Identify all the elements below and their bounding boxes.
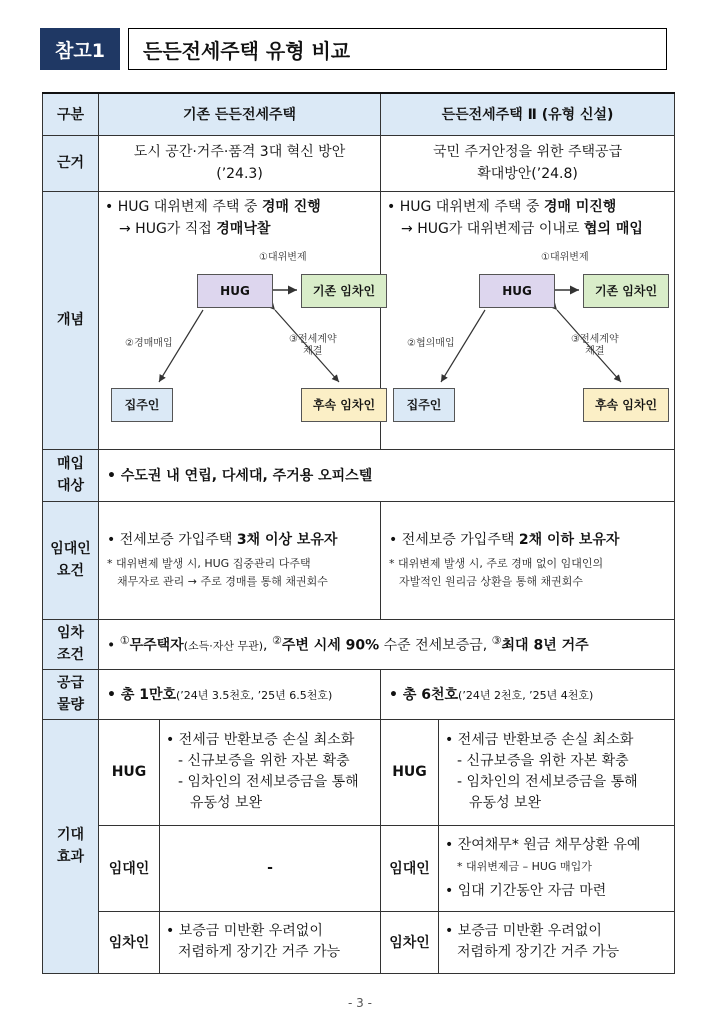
effect-hug-new: • 전세금 반환보증 손실 최소화 - 신규보증을 위한 자본 확충 - 임차인의 전세보증금을 통해 유동성 보완	[439, 719, 675, 825]
page-header	[40, 28, 667, 70]
supply-new: • 총 6천호(’24년 2천호, ’25년 4천호)	[381, 669, 675, 719]
page-number: - 3 -	[348, 996, 372, 1010]
hug-box: HUG	[479, 274, 555, 308]
label-landlord: 임대인 요건	[43, 501, 99, 619]
header-existing: 기존 든든전세주택	[99, 93, 381, 135]
effect-tenant-label-existing: 임차인	[99, 911, 160, 973]
row-concept	[43, 191, 675, 449]
row-effect-tenant	[43, 911, 675, 973]
existing-tenant-box: 기존 임차인	[583, 274, 669, 308]
comparison-table	[42, 92, 675, 974]
row-lease	[43, 619, 675, 669]
row-landlord	[43, 501, 675, 619]
target-text: • 수도권 내 연립, 다세대, 주거용 오피스텔	[99, 449, 675, 501]
next-tenant-box: 후속 임차인	[583, 388, 669, 422]
effect-landlord-existing: -	[160, 825, 381, 911]
lease-text: • ①무주택자(소득·자산 무관), ②주변 시세 90% 수준 전세보증금, ③최대 8년 거주	[99, 619, 675, 669]
effect-tenant-new: • 보증금 미반환 우려없이 저렴하게 장기간 거주 가능	[439, 911, 675, 973]
concept-diagram-new: ①대위변제 HUG 기존 임차인 ②협의매입 ③전세계약 체결 집주인 후속 임차인	[381, 242, 674, 432]
basis-new: 국민 주거안정을 위한 주택공급 확대방안(’24.8)	[381, 135, 675, 191]
concept-existing: • HUG 대위변제 주택 중 경매 진행 → HUG가 직접 경매낙찰 ①대위변제 HUG 기존 임차인 ②경매매입 ③전세계약 체결 집주인 후속 임차인	[99, 191, 381, 449]
owner-box: 집주인	[111, 388, 173, 422]
supply-existing: • 총 1만호(’24년 3.5천호, ’25년 6.5천호)	[99, 669, 381, 719]
row-basis	[43, 135, 675, 191]
effect-hug-existing: • 전세금 반환보증 손실 최소화 - 신규보증을 위한 자본 확충 - 임차인의 전세보증금을 통해 유동성 보완	[160, 719, 381, 825]
existing-tenant-box: 기존 임차인	[301, 274, 387, 308]
effect-hug-label-new: HUG	[381, 719, 439, 825]
label-basis: 근거	[43, 135, 99, 191]
page-title: 든든전세주택 유형 비교	[128, 28, 667, 70]
label-supply: 공급 물량	[43, 669, 99, 719]
row-effect-hug	[43, 719, 675, 825]
label-concept: 개념	[43, 191, 99, 449]
effect-tenant-label-new: 임차인	[381, 911, 439, 973]
concept-new: • HUG 대위변제 주택 중 경매 미진행 → HUG가 대위변제금 이내로 협의 매입 ①대위변제 HUG 기존 임차인 ②협의매입 ③전세계약 체결 집주인 후속 임차인	[381, 191, 675, 449]
landlord-new: • 전세보증 가입주택 2채 이하 보유자 * 대위변제 발생 시, 주로 경매 없이 임대인의 자발적인 원리금 상환을 통해 채권회수	[381, 501, 675, 619]
effect-landlord-new: • 잔여채무* 원금 채무상환 유예 * 대위변제금 – HUG 매입가 • 임대 기간동안 자금 마련	[439, 825, 675, 911]
next-tenant-box: 후속 임차인	[301, 388, 387, 422]
label-lease: 임차 조건	[43, 619, 99, 669]
label-target: 매입 대상	[43, 449, 99, 501]
concept-diagram-existing: ①대위변제 HUG 기존 임차인 ②경매매입 ③전세계약 체결 집주인 후속 임차인	[99, 242, 380, 432]
label-effects: 기대 효과	[43, 719, 99, 973]
hug-box: HUG	[197, 274, 273, 308]
table-header-row	[43, 93, 675, 135]
header-new: 든든전세주택 Ⅱ (유형 신설)	[381, 93, 675, 135]
row-effect-landlord	[43, 825, 675, 911]
landlord-existing: • 전세보증 가입주택 3채 이상 보유자 * 대위변제 발생 시, HUG 집중관리 다주택 채무자로 관리 → 주로 경매를 통해 채권회수	[99, 501, 381, 619]
header-category: 구분	[43, 93, 99, 135]
basis-existing: 도시 공간·거주·품격 3대 혁신 방안 (’24.3)	[99, 135, 381, 191]
effect-landlord-label-existing: 임대인	[99, 825, 160, 911]
effect-landlord-label-new: 임대인	[381, 825, 439, 911]
effect-hug-label-existing: HUG	[99, 719, 160, 825]
row-target	[43, 449, 675, 501]
owner-box: 집주인	[393, 388, 455, 422]
row-supply	[43, 669, 675, 719]
effect-tenant-existing: • 보증금 미반환 우려없이 저렴하게 장기간 거주 가능	[160, 911, 381, 973]
reference-tag: 참고1	[40, 28, 120, 70]
